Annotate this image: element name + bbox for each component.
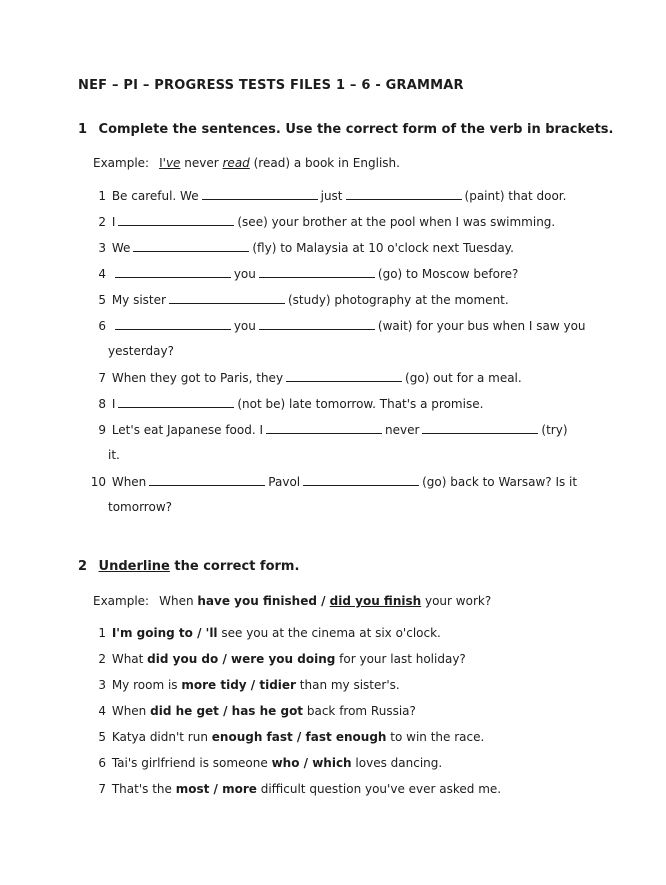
list-item <box>80 756 442 770</box>
list-item <box>80 652 466 666</box>
answer-blank[interactable] <box>149 474 265 486</box>
option-separator: / <box>209 782 223 796</box>
option-2[interactable]: fast enough <box>305 730 387 744</box>
option-1[interactable]: most <box>175 782 210 796</box>
item-continuation: yesterday? <box>108 344 174 358</box>
item-text: (fly) to Malaysia at 10 o'clock next Tuesday. <box>252 241 514 255</box>
item-text: What <box>111 652 148 666</box>
answer-blank[interactable] <box>303 474 419 486</box>
item-text: than my sister's. <box>295 678 400 692</box>
item-text: I <box>111 215 116 229</box>
list-item <box>80 370 522 385</box>
item-text: Pavol <box>268 475 301 489</box>
option-separator: / <box>316 594 330 608</box>
option-2[interactable]: 'll <box>205 626 218 640</box>
item-text: (paint) that door. <box>464 189 567 203</box>
option-1[interactable]: did you do <box>147 652 219 666</box>
option-separator: / <box>218 652 232 666</box>
item-text: When <box>111 475 147 489</box>
section-instruction: Complete the sentences. Use the correct form of the verb in brackets. <box>98 122 614 137</box>
example-text: never <box>180 156 223 170</box>
item-number: 4 <box>98 704 106 718</box>
item-text: We <box>111 241 131 255</box>
item-text: (wait) for your bus when I saw you <box>377 319 586 333</box>
item-text: just <box>320 189 343 203</box>
item-number: 7 <box>98 371 106 385</box>
item-continuation: tomorrow? <box>108 500 172 514</box>
item-number: 7 <box>98 782 106 796</box>
section-number: 2 <box>78 559 88 574</box>
item-text: you <box>233 319 256 333</box>
item-continuation: it. <box>108 448 120 462</box>
item-number: 1 <box>98 189 106 203</box>
item-text: (go) out for a meal. <box>405 371 522 385</box>
option-1[interactable]: I'm going to <box>111 626 193 640</box>
list-item <box>80 396 483 411</box>
list-item <box>80 318 586 333</box>
item-number: 6 <box>98 319 106 333</box>
example-text: When <box>159 594 198 608</box>
item-text: you <box>233 267 256 281</box>
option-separator: / <box>299 756 313 770</box>
item-text: for your last holiday? <box>335 652 466 666</box>
item-text: (go) back to Warsaw? Is it <box>422 475 578 489</box>
item-text: (study) photography at the moment. <box>287 293 509 307</box>
list-item <box>80 730 484 744</box>
answer-blank[interactable] <box>118 396 234 408</box>
list-item <box>80 704 416 718</box>
section-1-heading <box>78 122 613 137</box>
item-text: I <box>111 397 116 411</box>
item-text: (try) <box>541 423 568 437</box>
option-separator: / <box>292 730 306 744</box>
answer-blank[interactable] <box>202 188 318 200</box>
example-label: Example: <box>93 594 150 608</box>
answer-blank[interactable] <box>115 266 231 278</box>
item-text: My sister <box>111 293 166 307</box>
item-text: never <box>385 423 420 437</box>
item-number: 5 <box>98 730 106 744</box>
item-number: 2 <box>98 215 106 229</box>
example-text: (read) a book in English. <box>249 156 400 170</box>
item-text: Katya didn't run <box>111 730 212 744</box>
item-number: 9 <box>98 423 106 437</box>
item-text: difficult question you've ever asked me. <box>256 782 502 796</box>
option-separator: / <box>218 704 232 718</box>
option-1[interactable]: more tidy <box>181 678 247 692</box>
item-text: When they got to Paris, they <box>111 371 284 385</box>
item-text: When <box>111 704 151 718</box>
item-number: 6 <box>98 756 106 770</box>
item-text: (see) your brother at the pool when I was swimming. <box>237 215 556 229</box>
item-text: My room is <box>111 678 182 692</box>
item-text: That's the <box>111 782 176 796</box>
item-number: 4 <box>98 267 106 281</box>
answer-blank[interactable] <box>346 188 462 200</box>
example-answer-2: read <box>222 156 250 170</box>
option-2[interactable]: which <box>312 756 352 770</box>
item-number: 8 <box>98 397 106 411</box>
section-instruction-underline: Underline <box>98 559 170 574</box>
item-text: (not be) late tomorrow. That's a promise. <box>237 397 484 411</box>
list-item <box>80 474 577 489</box>
item-number: 10 <box>90 475 106 489</box>
list-item <box>80 292 509 307</box>
section-instruction: the correct form. <box>169 559 300 574</box>
option-1[interactable]: who <box>271 756 300 770</box>
list-item <box>80 266 518 281</box>
list-item <box>80 188 566 203</box>
section-1-example <box>93 156 400 170</box>
option-2[interactable]: more <box>222 782 257 796</box>
list-item <box>80 214 555 229</box>
item-number: 2 <box>98 652 106 666</box>
answer-blank[interactable] <box>259 318 375 330</box>
option-separator: / <box>246 678 260 692</box>
option-2[interactable]: were you doing <box>231 652 336 666</box>
example-option-1: have you finished <box>197 594 317 608</box>
answer-blank[interactable] <box>266 422 382 434</box>
item-number: 3 <box>98 241 106 255</box>
item-number: 3 <box>98 678 106 692</box>
answer-blank[interactable] <box>169 292 285 304</box>
example-option-2: did you finish <box>329 594 422 608</box>
list-item <box>80 678 400 692</box>
example-text: your work? <box>421 594 492 608</box>
answer-blank[interactable] <box>259 266 375 278</box>
answer-blank[interactable] <box>422 422 538 434</box>
section-2-heading <box>78 559 299 574</box>
option-1[interactable]: enough fast <box>211 730 293 744</box>
item-number: 5 <box>98 293 106 307</box>
item-text: Tai's girlfriend is someone <box>111 756 272 770</box>
answer-blank[interactable] <box>286 370 402 382</box>
option-1[interactable]: did he get <box>150 704 219 718</box>
list-item <box>80 240 514 255</box>
option-separator: / <box>192 626 206 640</box>
list-item <box>80 422 568 437</box>
section-number: 1 <box>78 122 88 137</box>
list-item <box>80 782 501 796</box>
example-answer-1: I've <box>159 156 181 170</box>
answer-blank[interactable] <box>115 318 231 330</box>
answer-blank[interactable] <box>133 240 249 252</box>
section-2-example <box>93 594 491 608</box>
list-item <box>80 626 441 640</box>
option-2[interactable]: has he got <box>231 704 304 718</box>
item-text: see you at the cinema at six o'clock. <box>217 626 441 640</box>
item-text: to win the race. <box>386 730 485 744</box>
example-label: Example: <box>93 156 150 170</box>
item-number: 1 <box>98 626 106 640</box>
answer-blank[interactable] <box>118 214 234 226</box>
item-text: loves dancing. <box>351 756 443 770</box>
option-2[interactable]: tidier <box>259 678 296 692</box>
item-text: back from Russia? <box>303 704 416 718</box>
item-text: Be careful. We <box>111 189 199 203</box>
page-title: NEF – PI – PROGRESS TESTS FILES 1 – 6 - GRAMMAR <box>78 78 464 93</box>
item-text: (go) to Moscow before? <box>377 267 519 281</box>
item-text: Let's eat Japanese food. I <box>111 423 264 437</box>
